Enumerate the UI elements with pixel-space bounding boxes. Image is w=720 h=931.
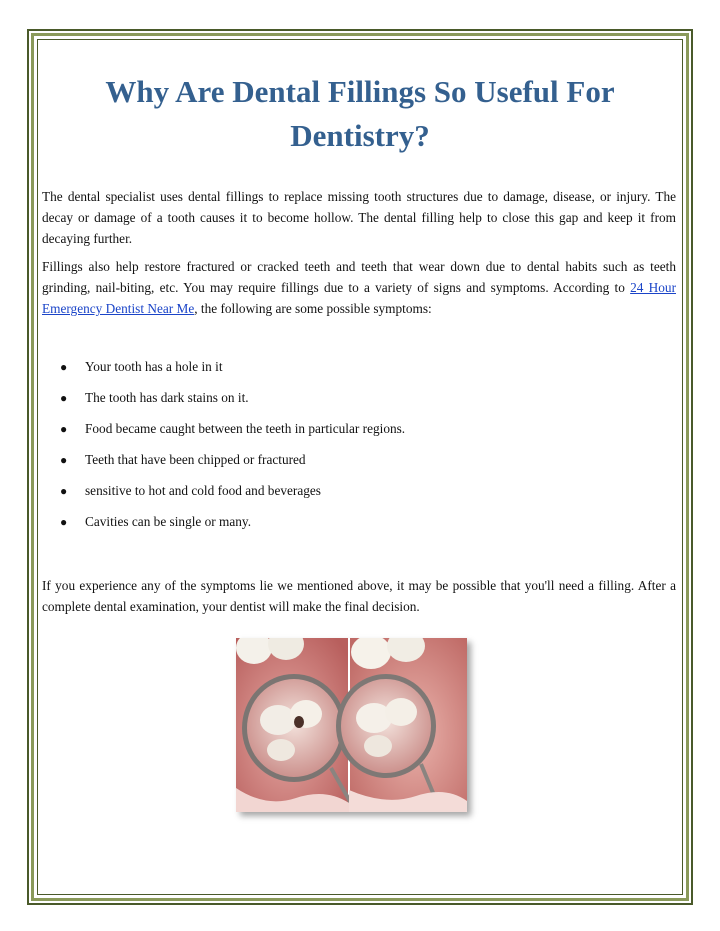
restore-text: Fillings also help restore fractured or cracked teeth and teeth that wear down due to dental habits such as teeth grinding, nail-biting, etc. You may require fillings due to a variety of signs and symptoms. According to bbox=[42, 259, 676, 295]
bullet-icon: ● bbox=[60, 360, 68, 374]
bullet-icon: ● bbox=[60, 515, 68, 529]
symptom-text: The tooth has dark stains on it. bbox=[85, 390, 249, 405]
list-item bbox=[60, 418, 405, 449]
intro-paragraph: The dental specialist uses dental fillings to replace missing tooth structures due to damage, disease, or injury. The decay or damage of a tooth causes it to become hollow. The dental filling help to close this gap and keep it from decaying further. bbox=[42, 189, 676, 246]
list-item bbox=[60, 511, 405, 542]
symptom-text: Cavities can be single or many. bbox=[85, 514, 252, 529]
symptom-text: Teeth that have been chipped or fractured bbox=[85, 452, 306, 467]
dental-filling-illustration bbox=[236, 638, 467, 812]
bullet-icon: ● bbox=[60, 484, 68, 498]
list-item bbox=[60, 449, 405, 480]
symptom-text: sensitive to hot and cold food and beverages bbox=[85, 483, 321, 498]
list-item bbox=[60, 480, 405, 511]
bullet-icon: ● bbox=[60, 391, 68, 405]
restore-paragraph bbox=[42, 256, 676, 319]
conclusion-paragraph: If you experience any of the symptoms lie we mentioned above, it may be possible that you'll need a filling. After a complete dental examination, your dentist will make the final decision. bbox=[42, 578, 676, 614]
list-item bbox=[60, 387, 405, 418]
list-item bbox=[60, 356, 405, 387]
bullet-icon: ● bbox=[60, 453, 68, 467]
dental-filling-photo bbox=[236, 638, 467, 812]
emergency-dentist-link[interactable]: 24 Hour Emergency Dentist Near Me bbox=[42, 280, 676, 316]
symptom-text: Food became caught between the teeth in particular regions. bbox=[85, 421, 406, 436]
bullet-icon: ● bbox=[60, 422, 68, 436]
page-title: Why Are Dental Fillings So Useful For Dentistry? bbox=[105, 74, 615, 153]
restore-text-end: , the following are some possible symptoms: bbox=[194, 301, 432, 316]
symptoms-list bbox=[60, 356, 405, 542]
symptom-text: Your tooth has a hole in it bbox=[85, 359, 223, 374]
